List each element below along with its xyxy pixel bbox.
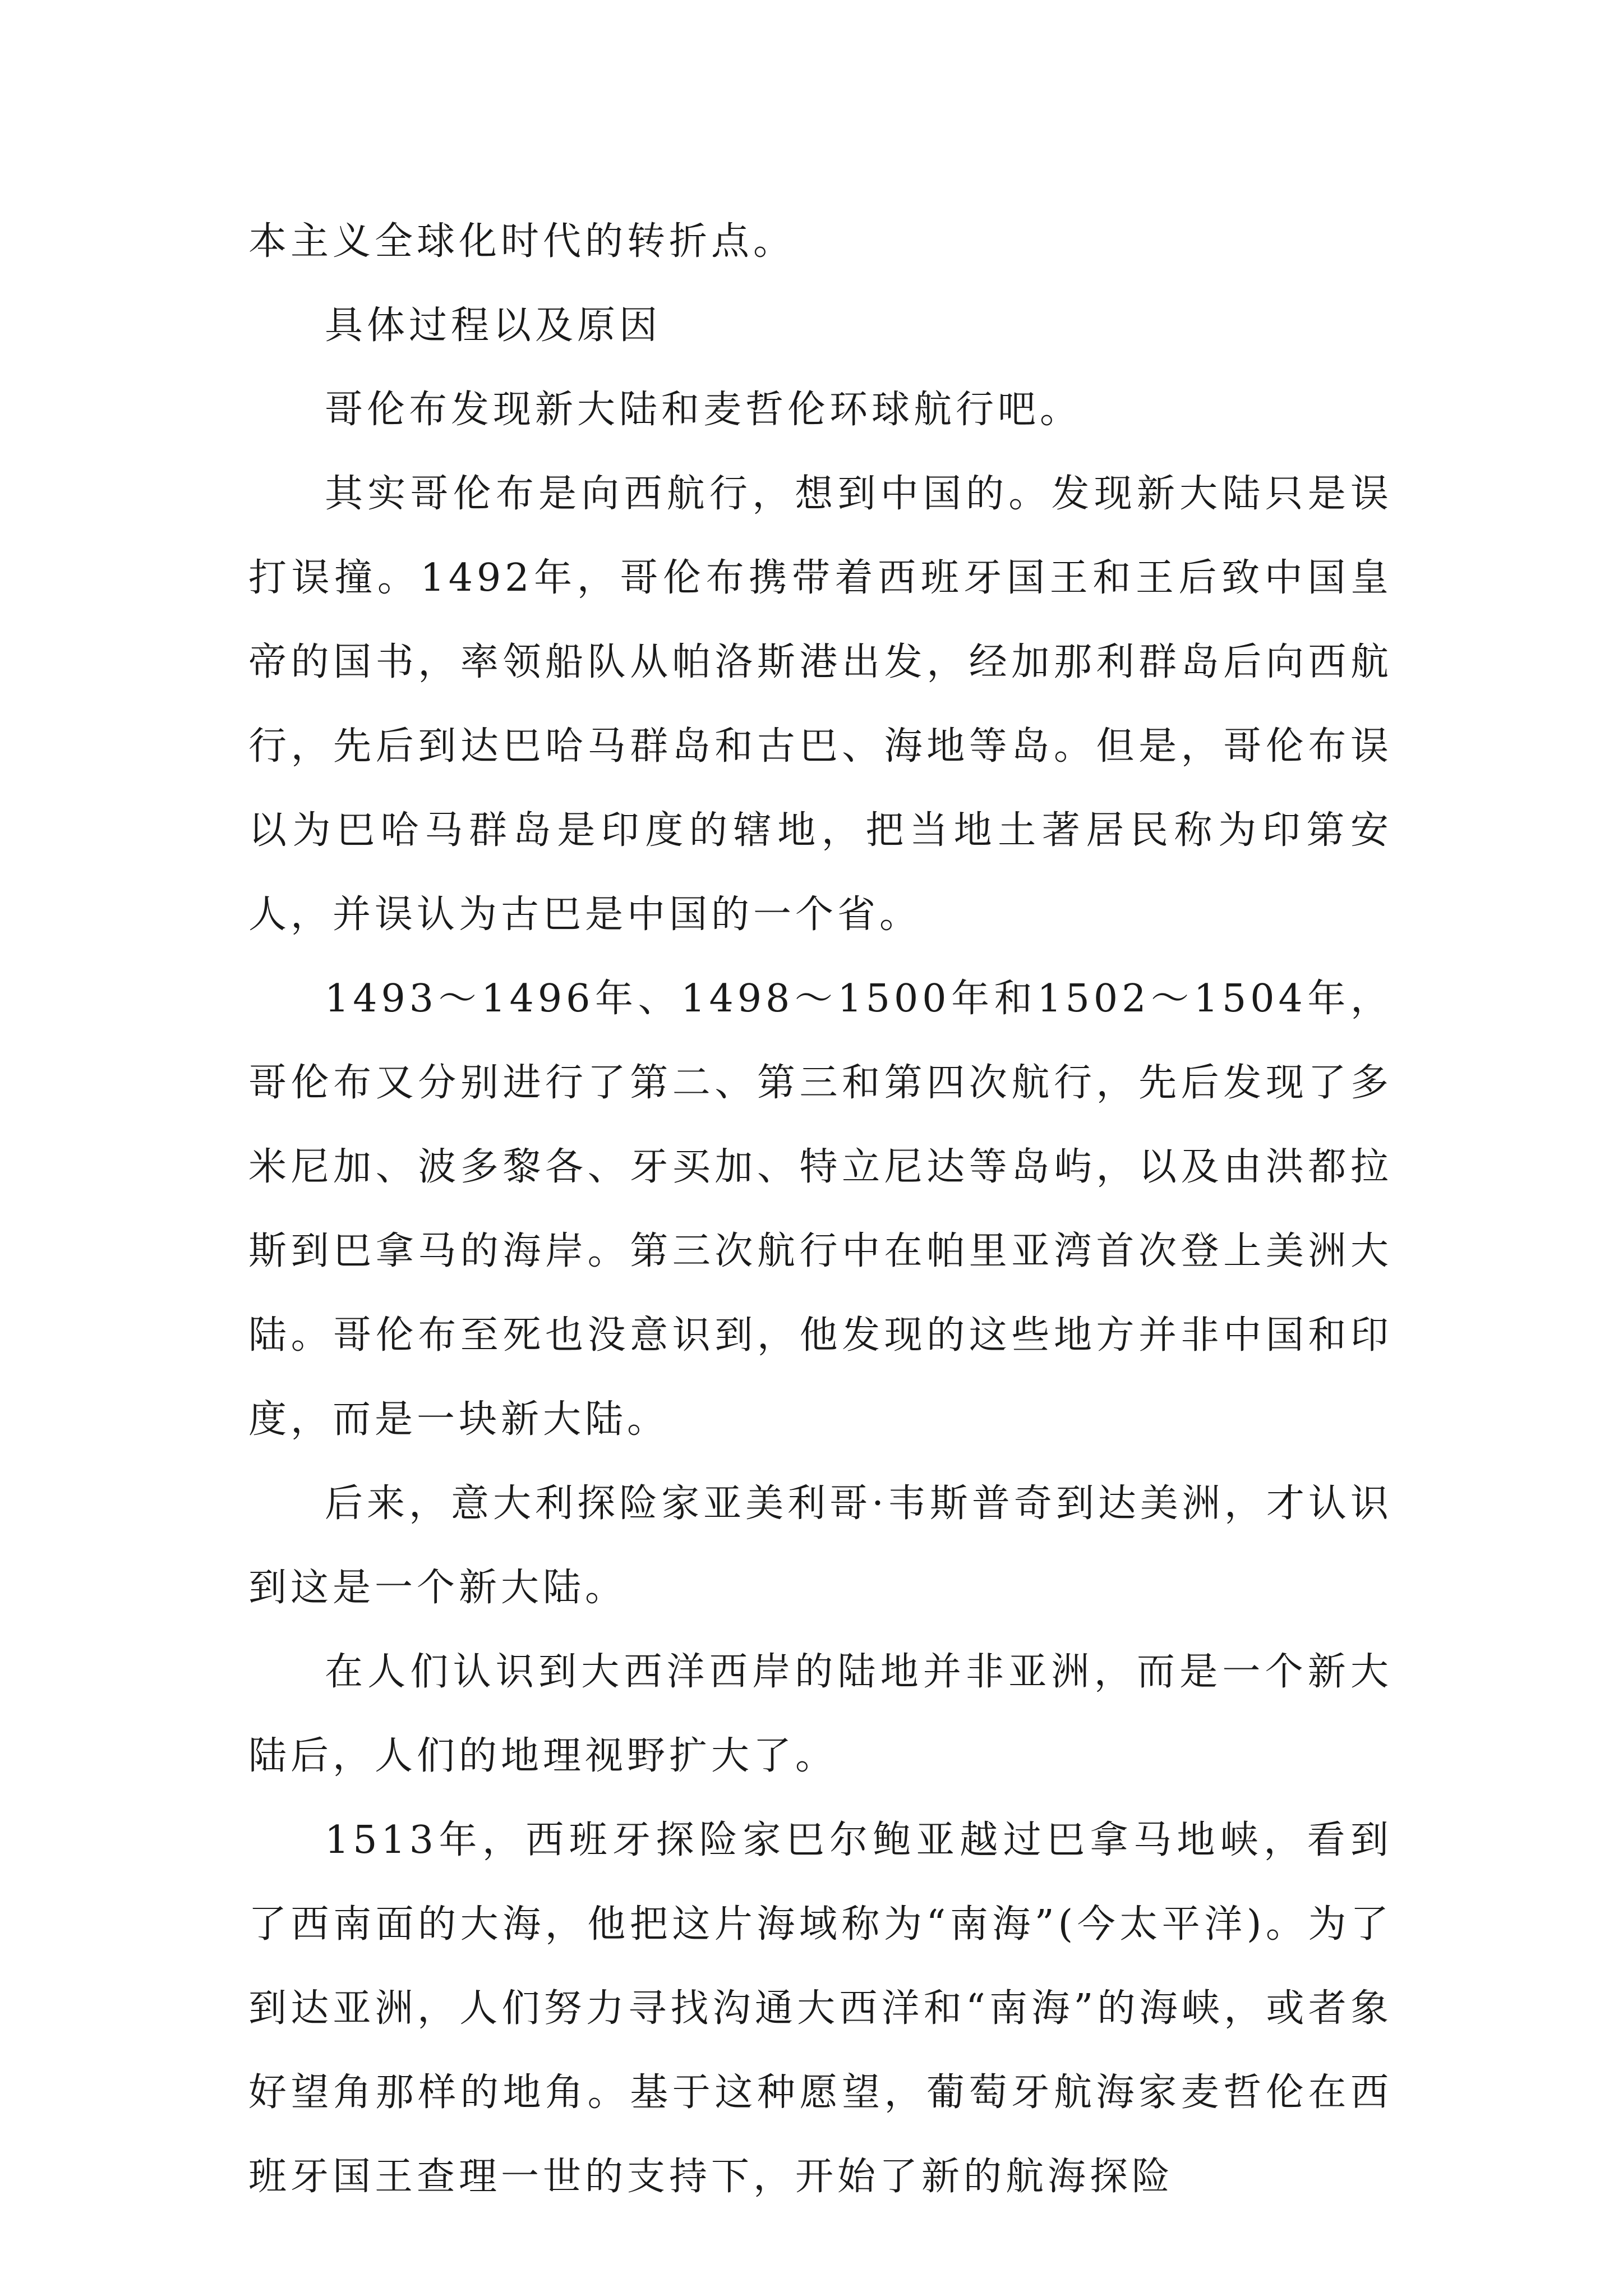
paragraph-6: 后来，意大利探险家亚美利哥·韦斯普奇到达美洲，才认识到这是一个新大陆。	[248, 1481, 1393, 1610]
paragraph-7: 在人们认识到大西洋西岸的陆地并非亚洲，而是一个新大陆后，人们的地理视野扩大了。	[248, 1650, 1393, 1778]
body-text	[248, 200, 1393, 2219]
paragraph-3: 哥伦布发现新大陆和麦哲伦环球航行吧。	[325, 388, 1082, 432]
paragraph-2: 具体过程以及原因	[325, 303, 662, 348]
paragraph-1: 本主义全球化时代的转折点。	[248, 219, 796, 264]
paragraph-5: 1493～1496年、1498～1500年和1502～1504年，哥伦布又分别进行了第二、第三和第四次航行，先后发现了多米尼加、波多黎各、牙买加、特立尼达等岛屿，以及由洪都拉斯到巴拿马的海岸。第三次航行中在帕里亚湾首次登上美洲大陆。哥伦布至死也没意识到，他发现的这些地方并非中国和印度，而是一块新大陆。	[248, 977, 1393, 1442]
paragraph-8: 1513年，西班牙探险家巴尔鲍亚越过巴拿马地峡，看到了西南面的大海，他把这片海域称为“南海”(今太平洋)。为了到达亚洲，人们努力寻找沟通大西洋和“南海”的海峡，或者象好望角那样的地角。基于这种愿望，葡萄牙航海家麦哲伦在西班牙国王查理一世的支持下，开始了新的航海探险	[248, 1818, 1393, 2199]
paragraph-4: 其实哥伦布是向西航行，想到中国的。发现新大陆只是误打误撞。1492年，哥伦布携带着西班牙国王和王后致中国皇帝的国书，率领船队从帕洛斯港出发，经加那利群岛后向西航行，先后到达巴哈马群岛和古巴、海地等岛。但是，哥伦布误以为巴哈马群岛是印度的辖地，把当地土著居民称为印第安人，并误认为古巴是中国的一个省。	[248, 472, 1393, 937]
